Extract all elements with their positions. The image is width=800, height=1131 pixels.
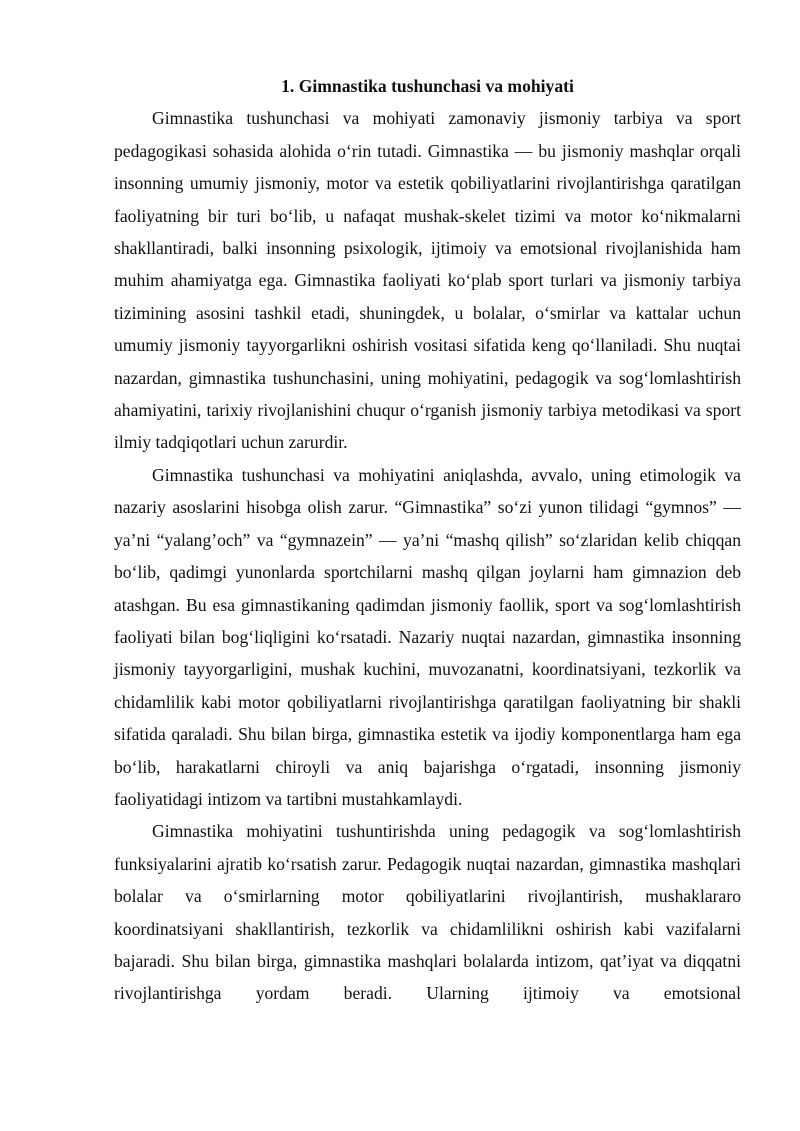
paragraph-3: Gimnastika mohiyatini tushuntirishda uning pedagogik va sog‘lomlashtirish funksiyalarini ajratib ko‘rsatish zarur. Pedagogik nuqtai nazardan, gimnastika mashqlari bolalar va o‘smirlarning motor qobiliyatlarini rivojlantirish, mushaklararo koordinatsiyani shakllantirish, tezkorlik va chidamlilikni oshirish kabi vazifalarni bajaradi. Shu bilan birga, gimnastika mashqlari bolalarda intizom, qat’iyat va diqqatni rivojlantirishga yordam beradi. Ularning ijtimoiy va emotsional bbox=[114, 821, 741, 1004]
document-body bbox=[114, 70, 741, 1010]
paragraph-1: Gimnastika tushunchasi va mohiyati zamonaviy jismoniy tarbiya va sport pedagogikasi sohasida alohida o‘rin tutadi. Gimnastika — bu jismoniy mashqlar orqali insonning umumiy jismoniy, motor va estetik qobiliyatlarini rivojlantirishga qaratilgan faoliyatning bir turi bo‘lib, u nafaqat mushak-skelet tizimi va motor ko‘nikmalarni shakllantiradi, balki insonning psixologik, ijtimoiy va emotsional rivojlanishida ham muhim ahamiyatga ega. Gimnastika faoliyati ko‘plab sport turlari va jismoniy tarbiya tizimining asosini tashkil etadi, shuningdek, u bolalar, o‘smirlar va kattalar uchun umumiy jismoniy tayyorgarlikni oshirish vositasi sifatida keng qo‘llaniladi. Shu nuqtai nazardan, gimnastika tushunchasini, uning mohiyatini, pedagogik va sog‘lomlashtirish ahamiyatini, tarixiy rivojlanishini chuqur o‘rganish jismoniy tarbiya metodikasi va sport ilmiy tadqiqotlari uchun zarurdir. bbox=[114, 108, 741, 453]
section-title: 1. Gimnastika tushunchasi va mohiyati bbox=[281, 76, 574, 96]
paragraph-2: Gimnastika tushunchasi va mohiyatini aniqlashda, avvalo, uning etimologik va nazariy asoslarini hisobga olish zarur. “Gimnastika” so‘zi yunon tilidagi “gymnos” — ya’ni “yalang’och” va “gymnazein” — ya’ni “mashq qilish” so‘zlaridan kelib chiqqan bo‘lib, qadimgi yunonlarda sportchilarni mashq qilgan joylarni ham gimnazion deb atashgan. Bu esa gimnastikaning qadimdan jismoniy faollik, sport va sog‘lomlashtirish faoliyati bilan bog‘liqligini ko‘rsatadi. Nazariy nuqtai nazardan, gimnastika insonning jismoniy tayyorgarligini, mushak kuchini, muvozanatni, koordinatsiyani, tezkorlik va chidamlilik kabi motor qobiliyatlarni rivojlantirishga qaratilgan faoliyatning bir shakli sifatida qaraladi. Shu bilan birga, gimnastika estetik va ijodiy komponentlarga ham ega bo‘lib, harakatlarni chiroyli va aniq bajarishga o‘rgatadi, insonning jismoniy faoliyatidagi intizom va tartibni mustahkamlaydi. bbox=[114, 464, 741, 809]
